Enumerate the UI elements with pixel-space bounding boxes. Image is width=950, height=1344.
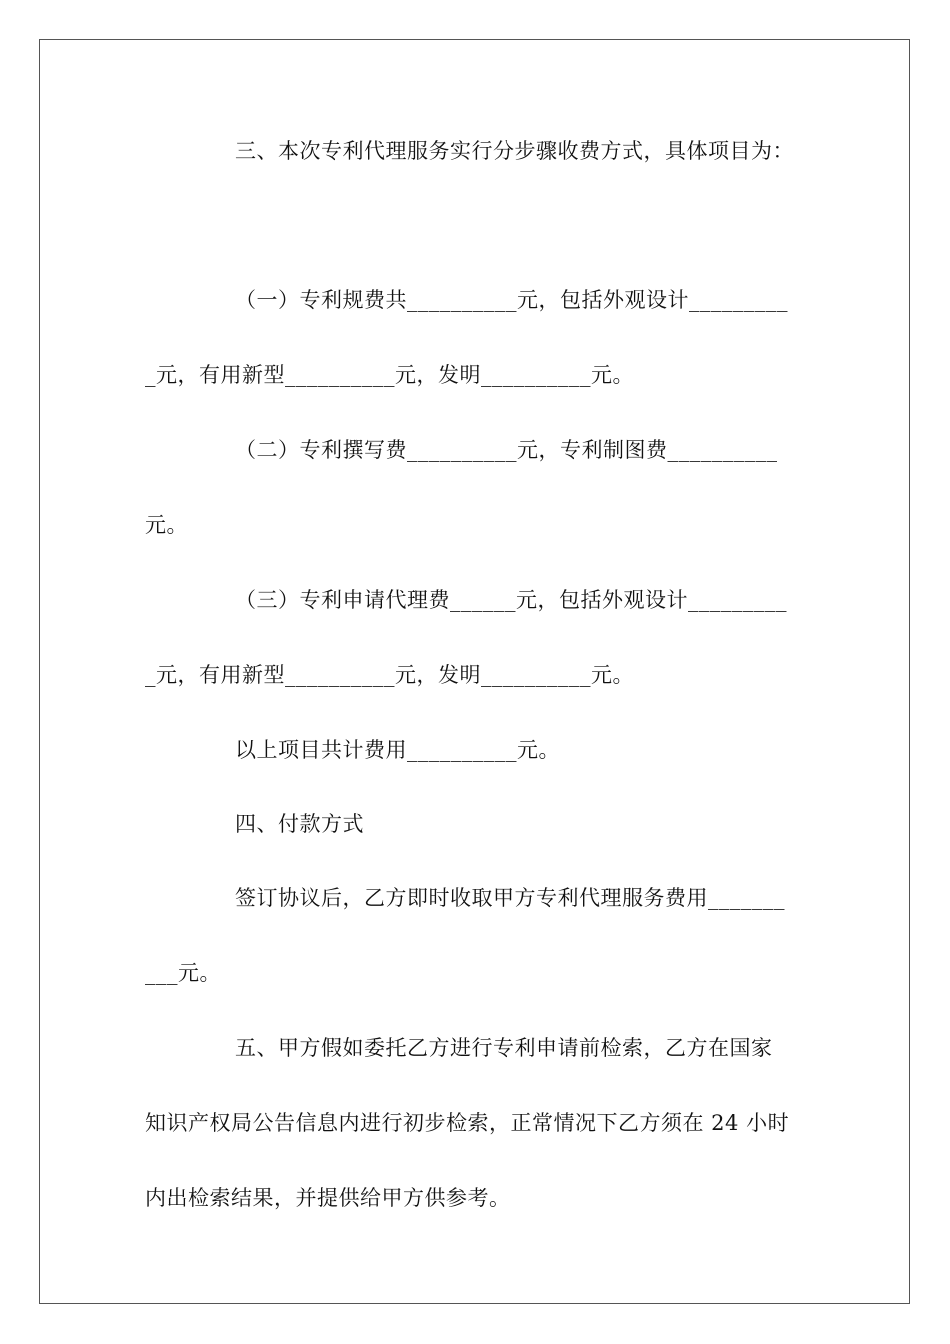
item-one-line-1: （一）专利规费共__________元，包括外观设计_________ (235, 288, 788, 312)
payment-line-1: 签订协议后，乙方即时收取甲方专利代理服务费用_______ (235, 886, 785, 910)
section-five-line-3: 内出检索结果，并提供给甲方供参考。 (145, 1186, 511, 1210)
item-three-line-1: （三）专利申请代理费______元，包括外观设计_________ (235, 588, 787, 612)
section-four-heading: 四、付款方式 (235, 812, 364, 836)
item-three-line-2: _元，有用新型__________元，发明__________元。 (145, 663, 634, 687)
section-five-line-1: 五、甲方假如委托乙方进行专利申请前检索，乙方在国家 (235, 1036, 773, 1060)
section-three-heading: 三、本次专利代理服务实行分步骤收费方式，具体项目为： (235, 139, 794, 163)
item-two-line-2: 元。 (145, 513, 188, 537)
section-five-line-2: 知识产权局公告信息内进行初步检索，正常情况下乙方须在 24 小时 (145, 1111, 790, 1135)
payment-line-2: ___元。 (145, 961, 221, 985)
total-fee-line: 以上项目共计费用__________元。 (235, 738, 560, 762)
item-two-line-1: （二）专利撰写费__________元，专利制图费__________ (235, 438, 778, 462)
item-one-line-2: _元，有用新型__________元，发明__________元。 (145, 363, 634, 387)
